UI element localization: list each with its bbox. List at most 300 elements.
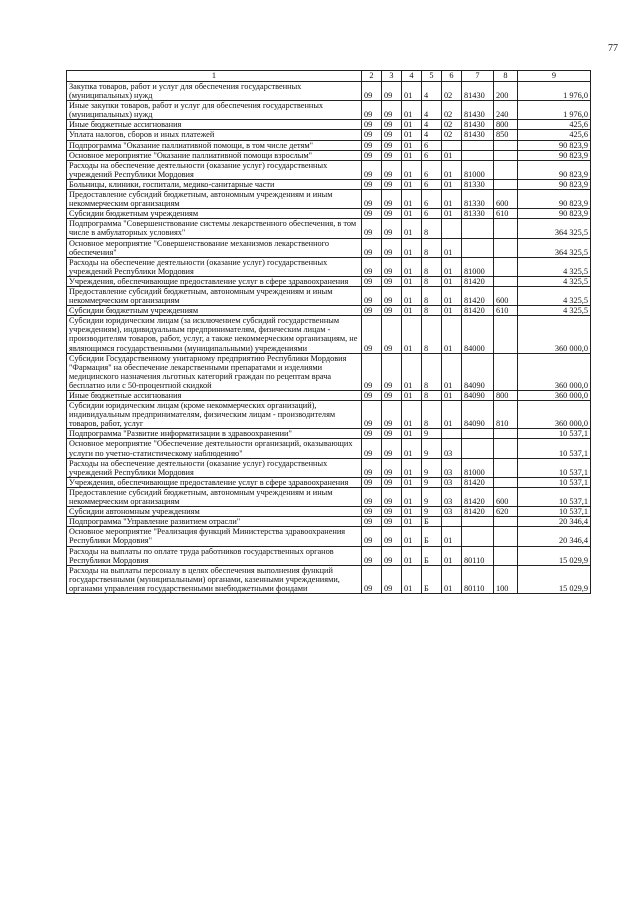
code-cell: 01: [402, 140, 422, 150]
amount-cell: 360 000,0: [518, 391, 591, 401]
code-cell: 09: [382, 219, 402, 238]
code-cell: [442, 140, 462, 150]
code-cell: 09: [362, 120, 382, 130]
code-cell: 01: [442, 401, 462, 429]
table-row: [67, 458, 591, 477]
code-cell: [494, 527, 518, 546]
code-cell: 6: [422, 179, 442, 189]
code-cell: [442, 219, 462, 238]
code-cell: [462, 517, 494, 527]
code-cell: 02: [442, 120, 462, 130]
code-cell: 01: [402, 120, 422, 130]
code-cell: 600: [494, 190, 518, 209]
code-cell: 01: [442, 391, 462, 401]
code-cell: 09: [382, 565, 402, 593]
code-cell: 03: [442, 487, 462, 506]
amount-cell: 90 823,9: [518, 160, 591, 179]
code-cell: 01: [442, 179, 462, 189]
amount-cell: 10 537,1: [518, 458, 591, 477]
table-row: [67, 140, 591, 150]
code-cell: [494, 458, 518, 477]
code-cell: 09: [382, 209, 402, 219]
code-cell: 81420: [462, 286, 494, 305]
code-cell: 01: [402, 306, 422, 316]
code-cell: 09: [362, 140, 382, 150]
code-cell: 01: [442, 286, 462, 305]
amount-cell: 364 325,5: [518, 238, 591, 257]
code-cell: 01: [442, 546, 462, 565]
code-cell: 09: [362, 507, 382, 517]
amount-cell: 90 823,9: [518, 179, 591, 189]
table-row: [67, 565, 591, 593]
code-cell: 81000: [462, 257, 494, 276]
code-cell: 81430: [462, 130, 494, 140]
code-cell: 81420: [462, 477, 494, 487]
table-row: [67, 82, 591, 101]
amount-cell: 90 823,9: [518, 209, 591, 219]
code-cell: 9: [422, 507, 442, 517]
code-cell: 09: [382, 190, 402, 209]
header-cell: 1: [67, 71, 362, 82]
row-name-cell: Иные бюджетные ассигнования: [67, 391, 362, 401]
row-name-cell: Расходы на обеспечение деятельности (оказание услуг) государственных учреждений Республики Мордовия: [67, 160, 362, 179]
code-cell: 09: [382, 276, 402, 286]
code-cell: 01: [402, 150, 422, 160]
row-name-cell: Субсидии Государственному унитарному предприятию Республики Мордовия "Фармация" на обеспечение лекарственными препаратами и изделиями медицинского назначения льготных категорий граждан по рецептам врача бесплатно или с 50-процентной скидкой: [67, 353, 362, 390]
code-cell: 01: [402, 238, 422, 257]
code-cell: [442, 517, 462, 527]
row-name-cell: Предоставление субсидий бюджетным, автономным учреждениям и иным некоммерческим организациям: [67, 190, 362, 209]
table-row: [67, 527, 591, 546]
code-cell: 800: [494, 391, 518, 401]
table-row: [67, 150, 591, 160]
code-cell: 9: [422, 487, 442, 506]
table-row: [67, 429, 591, 439]
code-cell: 09: [362, 276, 382, 286]
code-cell: 03: [442, 507, 462, 517]
code-cell: 09: [362, 257, 382, 276]
row-name-cell: Субсидии бюджетным учреждениям: [67, 306, 362, 316]
code-cell: 03: [442, 477, 462, 487]
amount-cell: 1 976,0: [518, 101, 591, 120]
row-name-cell: Учреждения, обеспечивающие предоставление услуг в сфере здравоохранения: [67, 276, 362, 286]
code-cell: 03: [442, 439, 462, 458]
row-name-cell: Основное мероприятие "Обеспечение деятельности организаций, оказывающих услуги по учетно-статистическому наблюдению": [67, 439, 362, 458]
code-cell: 01: [402, 179, 422, 189]
page-number: 77: [608, 43, 618, 54]
table-row: [67, 130, 591, 140]
code-cell: 8: [422, 316, 442, 353]
code-cell: 01: [442, 276, 462, 286]
code-cell: 8: [422, 238, 442, 257]
code-cell: 01: [402, 487, 422, 506]
code-cell: 09: [382, 120, 402, 130]
row-name-cell: Иные бюджетные ассигнования: [67, 120, 362, 130]
code-cell: 8: [422, 219, 442, 238]
code-cell: Б: [422, 517, 442, 527]
code-cell: Б: [422, 527, 442, 546]
code-cell: 01: [402, 391, 422, 401]
code-cell: [494, 219, 518, 238]
amount-cell: 360 000,0: [518, 401, 591, 429]
code-cell: 09: [382, 316, 402, 353]
code-cell: 8: [422, 286, 442, 305]
code-cell: 600: [494, 487, 518, 506]
code-cell: [494, 140, 518, 150]
code-cell: 01: [442, 353, 462, 390]
code-cell: 09: [362, 477, 382, 487]
amount-cell: 4 325,5: [518, 286, 591, 305]
code-cell: 01: [402, 82, 422, 101]
code-cell: 9: [422, 439, 442, 458]
code-cell: 9: [422, 458, 442, 477]
code-cell: 09: [382, 257, 402, 276]
code-cell: 09: [362, 517, 382, 527]
code-cell: 01: [402, 316, 422, 353]
code-cell: 09: [382, 160, 402, 179]
table-row: [67, 209, 591, 219]
row-name-cell: Субсидии автономным учреждениям: [67, 507, 362, 517]
code-cell: 9: [422, 429, 442, 439]
amount-cell: 360 000,0: [518, 316, 591, 353]
row-name-cell: Расходы на обеспечение деятельности (оказание услуг) государственных учреждений Республики Мордовия: [67, 257, 362, 276]
code-cell: 09: [362, 101, 382, 120]
code-cell: [462, 429, 494, 439]
header-cell: 7: [462, 71, 494, 82]
code-cell: 620: [494, 507, 518, 517]
code-cell: 09: [362, 179, 382, 189]
code-cell: 01: [442, 565, 462, 593]
code-cell: 4: [422, 101, 442, 120]
amount-cell: 425,6: [518, 120, 591, 130]
amount-cell: 90 823,9: [518, 140, 591, 150]
code-cell: 01: [402, 286, 422, 305]
table-row: [67, 219, 591, 238]
code-cell: 850: [494, 130, 518, 140]
row-name-cell: Больницы, клиники, госпитали, медико-санитарные части: [67, 179, 362, 189]
code-cell: 09: [362, 565, 382, 593]
code-cell: 8: [422, 353, 442, 390]
code-cell: 09: [382, 150, 402, 160]
code-cell: 09: [362, 190, 382, 209]
budget-table-wrapper: [66, 70, 591, 594]
code-cell: [462, 219, 494, 238]
code-cell: 01: [402, 527, 422, 546]
table-row: [67, 306, 591, 316]
amount-cell: 20 346,4: [518, 527, 591, 546]
code-cell: 81420: [462, 276, 494, 286]
code-cell: 4: [422, 120, 442, 130]
code-cell: 01: [402, 209, 422, 219]
code-cell: 09: [382, 401, 402, 429]
code-cell: 81330: [462, 190, 494, 209]
code-cell: 09: [382, 487, 402, 506]
code-cell: 81420: [462, 306, 494, 316]
table-row: [67, 276, 591, 286]
code-cell: 09: [362, 546, 382, 565]
code-cell: 01: [442, 527, 462, 546]
code-cell: [462, 439, 494, 458]
amount-cell: 4 325,5: [518, 276, 591, 286]
header-cell: 2: [362, 71, 382, 82]
row-name-cell: Основное мероприятие "Реализация функций Министерства здравоохранения Республики Мордовия": [67, 527, 362, 546]
code-cell: 01: [402, 546, 422, 565]
code-cell: 02: [442, 130, 462, 140]
header-cell: 8: [494, 71, 518, 82]
amount-cell: 1 976,0: [518, 82, 591, 101]
amount-cell: 15 029,9: [518, 565, 591, 593]
code-cell: 100: [494, 565, 518, 593]
code-cell: 81000: [462, 160, 494, 179]
code-cell: 09: [362, 353, 382, 390]
table-body: [67, 82, 591, 594]
code-cell: [462, 150, 494, 160]
code-cell: [462, 140, 494, 150]
code-cell: 09: [362, 130, 382, 140]
code-cell: [494, 276, 518, 286]
code-cell: 01: [442, 257, 462, 276]
code-cell: 09: [382, 179, 402, 189]
code-cell: Б: [422, 546, 442, 565]
code-cell: 09: [382, 477, 402, 487]
header-cell: 3: [382, 71, 402, 82]
code-cell: 09: [362, 209, 382, 219]
code-cell: 09: [382, 101, 402, 120]
code-cell: 9: [422, 477, 442, 487]
code-cell: [494, 316, 518, 353]
code-cell: 09: [362, 429, 382, 439]
code-cell: [462, 238, 494, 257]
table-row: [67, 391, 591, 401]
code-cell: [494, 150, 518, 160]
code-cell: 81000: [462, 458, 494, 477]
table-row: [67, 286, 591, 305]
code-cell: 81430: [462, 120, 494, 130]
row-name-cell: Иные закупки товаров, работ и услуг для обеспечения государственных (муниципальных) нужд: [67, 101, 362, 120]
row-name-cell: Учреждения, обеспечивающие предоставление услуг в сфере здравоохранения: [67, 477, 362, 487]
code-cell: 01: [402, 507, 422, 517]
header-row: [67, 71, 591, 82]
code-cell: 84090: [462, 391, 494, 401]
header-cell: 6: [442, 71, 462, 82]
amount-cell: 425,6: [518, 130, 591, 140]
code-cell: 6: [422, 209, 442, 219]
code-cell: 01: [442, 150, 462, 160]
code-cell: 8: [422, 306, 442, 316]
code-cell: 01: [442, 209, 462, 219]
header-cell: 9: [518, 71, 591, 82]
code-cell: 09: [382, 130, 402, 140]
table-row: [67, 439, 591, 458]
row-name-cell: Субсидии юридическим лицам (за исключением субсидий государственным учреждениям), индивидуальным предпринимателям, физическим лицам - производителям товаров, работ, услуг, а также некоммерческим организациям, не являющимся государственными (муниципальными) учреждениями: [67, 316, 362, 353]
code-cell: 01: [402, 439, 422, 458]
code-cell: 84090: [462, 401, 494, 429]
code-cell: [494, 477, 518, 487]
code-cell: [442, 429, 462, 439]
code-cell: [494, 160, 518, 179]
code-cell: 81330: [462, 179, 494, 189]
code-cell: 84090: [462, 353, 494, 390]
code-cell: 01: [402, 477, 422, 487]
amount-cell: 20 346,4: [518, 517, 591, 527]
code-cell: 02: [442, 101, 462, 120]
code-cell: 810: [494, 401, 518, 429]
code-cell: 09: [382, 306, 402, 316]
code-cell: 09: [362, 82, 382, 101]
amount-cell: 10 537,1: [518, 477, 591, 487]
amount-cell: 10 537,1: [518, 487, 591, 506]
code-cell: 09: [362, 391, 382, 401]
code-cell: 800: [494, 120, 518, 130]
row-name-cell: Субсидии бюджетным учреждениям: [67, 209, 362, 219]
code-cell: 81420: [462, 507, 494, 517]
amount-cell: 10 537,1: [518, 439, 591, 458]
budget-table: [66, 70, 591, 594]
row-name-cell: Подпрограмма "Управление развитием отрасли": [67, 517, 362, 527]
amount-cell: 360 000,0: [518, 353, 591, 390]
code-cell: 01: [402, 565, 422, 593]
code-cell: 09: [362, 527, 382, 546]
code-cell: 610: [494, 306, 518, 316]
code-cell: 09: [382, 439, 402, 458]
table-row: [67, 517, 591, 527]
code-cell: 01: [402, 276, 422, 286]
header-cell: 4: [402, 71, 422, 82]
amount-cell: 90 823,9: [518, 190, 591, 209]
table-row: [67, 238, 591, 257]
code-cell: 81330: [462, 209, 494, 219]
code-cell: 01: [402, 257, 422, 276]
code-cell: 09: [362, 487, 382, 506]
code-cell: 6: [422, 160, 442, 179]
row-name-cell: Расходы на выплаты персоналу в целях обеспечения выполнения функций государственными (муниципальными) органами, казенными учреждениями, органами управления государственными внебюджетными фондами: [67, 565, 362, 593]
code-cell: 6: [422, 150, 442, 160]
code-cell: 09: [362, 219, 382, 238]
code-cell: [494, 517, 518, 527]
code-cell: 09: [362, 160, 382, 179]
code-cell: 09: [362, 458, 382, 477]
code-cell: 8: [422, 391, 442, 401]
code-cell: 09: [362, 150, 382, 160]
table-row: [67, 160, 591, 179]
code-cell: 09: [382, 353, 402, 390]
table-row: [67, 190, 591, 209]
code-cell: 8: [422, 401, 442, 429]
code-cell: 80110: [462, 546, 494, 565]
code-cell: 4: [422, 130, 442, 140]
row-name-cell: Подпрограмма "Развитие информатизации в здравоохранении": [67, 429, 362, 439]
row-name-cell: Субсидии юридическим лицам (кроме некоммерческих организаций), индивидуальным предпринимателям, физическим лицам - производителям товаров, работ, услуг: [67, 401, 362, 429]
code-cell: 01: [402, 517, 422, 527]
amount-cell: 10 537,1: [518, 507, 591, 517]
header-cell: 5: [422, 71, 442, 82]
code-cell: 01: [442, 190, 462, 209]
table-row: [67, 507, 591, 517]
code-cell: 02: [442, 82, 462, 101]
code-cell: 09: [382, 82, 402, 101]
amount-cell: 10 537,1: [518, 429, 591, 439]
code-cell: [494, 429, 518, 439]
table-row: [67, 487, 591, 506]
code-cell: 09: [362, 286, 382, 305]
code-cell: 09: [382, 546, 402, 565]
code-cell: 81430: [462, 82, 494, 101]
code-cell: 09: [362, 238, 382, 257]
code-cell: 8: [422, 257, 442, 276]
table-row: [67, 353, 591, 390]
row-name-cell: Уплата налогов, сборов и иных платежей: [67, 130, 362, 140]
code-cell: 01: [402, 429, 422, 439]
code-cell: 01: [442, 238, 462, 257]
code-cell: 09: [382, 517, 402, 527]
code-cell: 600: [494, 286, 518, 305]
code-cell: [494, 257, 518, 276]
row-name-cell: Предоставление субсидий бюджетным, автономным учреждениям и иным некоммерческим организациям: [67, 286, 362, 305]
code-cell: 84000: [462, 316, 494, 353]
code-cell: 01: [402, 401, 422, 429]
table-row: [67, 316, 591, 353]
code-cell: 4: [422, 82, 442, 101]
code-cell: 01: [442, 160, 462, 179]
code-cell: 01: [402, 160, 422, 179]
code-cell: 09: [382, 507, 402, 517]
table-row: [67, 477, 591, 487]
row-name-cell: Подпрограмма "Оказание паллиативной помощи, в том числе детям": [67, 140, 362, 150]
code-cell: 6: [422, 190, 442, 209]
code-cell: 01: [442, 306, 462, 316]
code-cell: 09: [362, 439, 382, 458]
code-cell: 80110: [462, 565, 494, 593]
amount-cell: 90 823,9: [518, 150, 591, 160]
code-cell: 01: [402, 353, 422, 390]
code-cell: 09: [382, 238, 402, 257]
code-cell: 01: [402, 101, 422, 120]
code-cell: 09: [382, 140, 402, 150]
code-cell: 8: [422, 276, 442, 286]
code-cell: [494, 353, 518, 390]
code-cell: Б: [422, 565, 442, 593]
row-name-cell: Основное мероприятие "Совершенствование механизмов лекарственного обеспечения": [67, 238, 362, 257]
code-cell: [462, 527, 494, 546]
row-name-cell: Расходы на обеспечение деятельности (оказание услуг) государственных учреждений Республики Мордовия: [67, 458, 362, 477]
code-cell: 01: [402, 190, 422, 209]
code-cell: 03: [442, 458, 462, 477]
code-cell: 6: [422, 140, 442, 150]
code-cell: 01: [402, 219, 422, 238]
table-row: [67, 401, 591, 429]
table-row: [67, 257, 591, 276]
amount-cell: 364 325,5: [518, 219, 591, 238]
code-cell: 09: [362, 306, 382, 316]
code-cell: 01: [442, 316, 462, 353]
table-row: [67, 120, 591, 130]
amount-cell: 4 325,5: [518, 306, 591, 316]
table-row: [67, 546, 591, 565]
code-cell: 09: [382, 286, 402, 305]
row-name-cell: Основное мероприятие "Оказание паллиативной помощи взрослым": [67, 150, 362, 160]
amount-cell: 15 029,9: [518, 546, 591, 565]
code-cell: 09: [382, 458, 402, 477]
code-cell: 09: [362, 401, 382, 429]
code-cell: 610: [494, 209, 518, 219]
table-row: [67, 179, 591, 189]
row-name-cell: Расходы на выплаты по оплате труда работников государственных органов Республики Мордовия: [67, 546, 362, 565]
row-name-cell: Подпрограмма "Совершенствование системы лекарственного обеспечения, в том числе в амбулаторных условиях": [67, 219, 362, 238]
code-cell: [494, 439, 518, 458]
code-cell: 01: [402, 130, 422, 140]
code-cell: 81420: [462, 487, 494, 506]
code-cell: 09: [382, 527, 402, 546]
